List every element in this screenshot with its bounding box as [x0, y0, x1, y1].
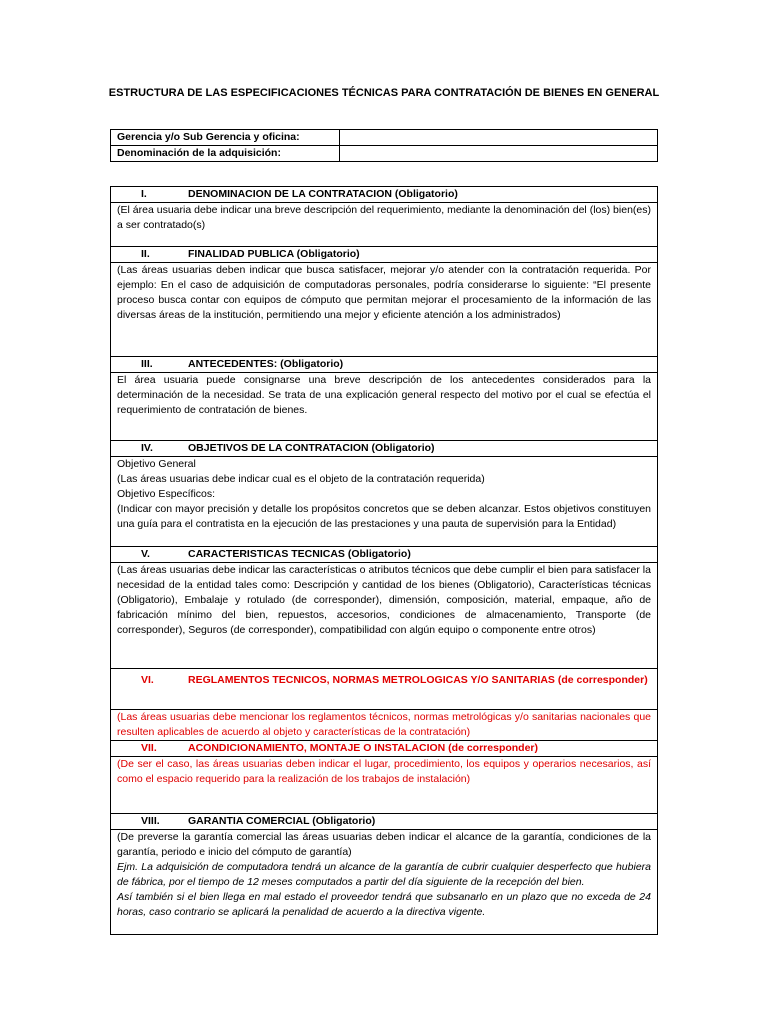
section-text: (De preverse la garantía comercial las áreas usuarias deben indicar el alcance de la garantía, condiciones de la garantía, periodo e inicio del cómputo de garantía) [117, 831, 651, 858]
section-i-header [111, 187, 658, 203]
section-vi-header [111, 669, 658, 710]
section-number: I. [141, 188, 147, 200]
denominacion-label: Denominación de la adquisición: [111, 146, 340, 162]
section-text: (Las áreas usuarias debe indicar cual es el objeto de la contratación requerida) [117, 473, 485, 485]
section-vii-header [111, 741, 658, 757]
section-viii-header [111, 814, 658, 830]
example-text: Ejm. La adquisición de computadora tendrá un alcance de la garantía de cubrir cualquier desperfecto que hubiera de fábrica, por el tiempo de 12 meses computados a partir del día siguiente de la recepción del bien. [117, 861, 651, 888]
section-text: (Las áreas usuarias deben indicar que busca satisfacer, mejorar y/o atender con la contratación requerida. Por ejemplo: En el caso de adquisición de computadoras personales, podría considerarse lo siguiente: “El presente proceso busca contar con equipos de cómputo que permitan mejorar el procesamiento de la información de las diversas áreas de la institución, permitiendo una mejor y eficiente atención a los administrados) [117, 264, 651, 321]
section-title: ANTECEDENTES: (Obligatorio) [188, 358, 344, 370]
denominacion-value[interactable] [340, 146, 658, 162]
specifications-table [110, 186, 658, 935]
section-iii-body [111, 373, 658, 441]
section-text: (El área usuaria debe indicar una breve descripción del requerimiento, mediante la denominación del (los) bien(es) a ser contratado(s) [117, 204, 651, 231]
section-iv-body [111, 457, 658, 547]
section-number: VIII. [141, 815, 160, 827]
section-vii-body [111, 757, 658, 814]
section-number: V. [141, 548, 150, 560]
document-title: ESTRUCTURA DE LAS ESPECIFICACIONES TÉCNICAS PARA CONTRATACIÓN DE BIENES EN GENERAL [108, 87, 660, 99]
section-ii-header [111, 247, 658, 263]
section-i-body [111, 203, 658, 247]
section-text: (De ser el caso, las áreas usuarias deben indicar el lugar, procedimiento, los equipos y operarios necesarios, así como el espacio requerido para la realización de los trabajos de instalación) [117, 758, 651, 785]
section-title: GARANTIA COMERCIAL (Obligatorio) [188, 815, 376, 827]
section-number: III. [141, 358, 153, 370]
section-text: (Las áreas usuarias debe mencionar los reglamentos técnicos, normas metrológicas y/o sanitarias nacionales que resulten aplicables de acuerdo al objeto y características de la contratación) [117, 711, 651, 738]
section-title: CARACTERISTICAS TECNICAS (Obligatorio) [188, 548, 411, 560]
objetivo-especificos-label: Objetivo Específicos: [117, 488, 216, 500]
section-number: VI. [141, 674, 154, 686]
example-text: Así también si el bien llega en mal estado el proveedor tendrá que subsanarlo en un plazo que no exceda de 24 horas, caso contrario se aplicará la penalidad de acuerdo a la directiva vigente. [117, 891, 651, 918]
section-number: II. [141, 248, 150, 260]
section-title: ACONDICIONAMIENTO, MONTAJE O INSTALACION (de corresponder) [188, 742, 539, 754]
section-text: (Indicar con mayor precisión y detalle los propósitos concretos que se deben alcanzar. Estos objetivos constituyen una guía para el contratista en la ejecución de las prestaciones y una pauta de supervisión para la Entidad) [117, 503, 651, 530]
section-title: DENOMINACION DE LA CONTRATACION (Obligatorio) [188, 188, 458, 200]
section-text: (Las áreas usuarias debe indicar las características o atributos técnicos que debe cumplir el bien para satisfacer la necesidad de la entidad tales como: Descripción y cantidad de los bienes (Obligatorio), Características técnicas (Obligatorio), Embalaje y rotulado (de corresponder), dimensión, composición, material, empaque, año de fabricación mínimo del bien, repuestos, accesorios, condiciones de almacenamiento, Transporte (de corresponder), Seguros (de corresponder), compatibilidad con algún equipo o componente entre otros) [117, 564, 651, 636]
section-viii-body [111, 830, 658, 935]
gerencia-value[interactable] [340, 130, 658, 146]
objetivo-general-label: Objetivo General [117, 458, 196, 470]
header-row-gerencia [111, 130, 658, 146]
section-title: REGLAMENTOS TECNICOS, NORMAS METROLOGICAS Y/O SANITARIAS (de corresponder) [188, 674, 648, 686]
header-row-denominacion [111, 146, 658, 162]
section-v-header [111, 547, 658, 563]
section-v-body [111, 563, 658, 669]
section-number: VII. [141, 742, 157, 754]
section-vi-body [111, 710, 658, 741]
section-title: FINALIDAD PUBLICA (Obligatorio) [188, 248, 360, 260]
section-iv-header [111, 441, 658, 457]
header-fields-table [110, 129, 658, 162]
section-title: OBJETIVOS DE LA CONTRATACION (Obligatorio) [188, 442, 435, 454]
gerencia-label: Gerencia y/o Sub Gerencia y oficina: [111, 130, 340, 146]
section-ii-body [111, 263, 658, 357]
section-text: El área usuaria puede consignarse una breve descripción de los antecedentes considerados para la determinación de la necesidad. Se trata de una explicación general respecto del motivo por el cual se efectúa el requerimiento de contratación de bienes. [117, 374, 651, 416]
section-iii-header [111, 357, 658, 373]
section-number: IV. [141, 442, 153, 454]
